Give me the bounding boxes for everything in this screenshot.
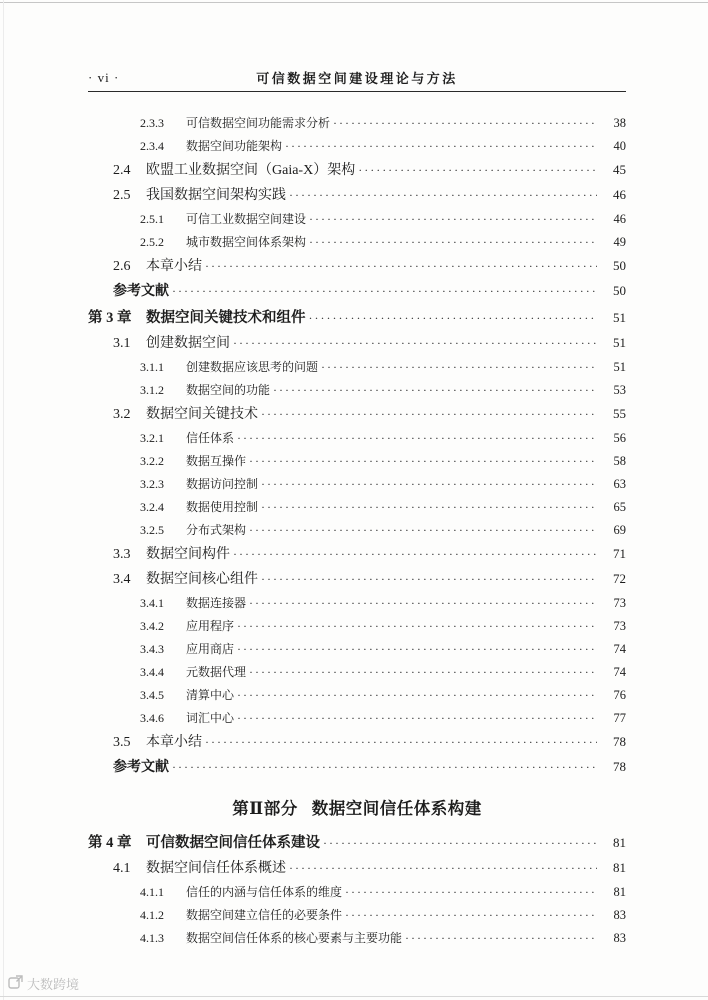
toc-entry-number: 2.4 (113, 163, 131, 178)
toc-entry (88, 661, 626, 684)
toc-entry-page: 73 (613, 596, 626, 610)
toc-entry (88, 730, 626, 755)
toc-entry-title: 数据空间建立信任的必要条件 (186, 908, 343, 922)
dotted-leader (323, 830, 597, 856)
toc-entry-number: 3.4.2 (140, 619, 164, 633)
toc-entry (88, 112, 626, 135)
toc-entry-title: 城市数据空间体系架构 (186, 235, 307, 249)
toc-entry-page: 83 (613, 931, 626, 945)
toc-entry-number: 2.3.4 (140, 139, 164, 153)
toc-entry-page: 63 (613, 477, 626, 491)
toc-entry-title: 数据空间信任体系的核心要素与主要功能 (186, 931, 403, 945)
toc-entry-title: 数据空间信任体系概述 (146, 861, 286, 876)
page-header (88, 68, 626, 86)
part-heading (88, 795, 626, 819)
toc-entry (88, 519, 626, 542)
toc-entry-title: 数据空间关键技术和组件 (146, 310, 306, 326)
watermark (8, 974, 79, 993)
toc-entry-number: 3.2.3 (140, 477, 164, 491)
dotted-leader (261, 473, 597, 496)
toc-entry-page: 83 (613, 908, 626, 922)
toc-entry-title: 数据空间关键技术 (146, 407, 258, 422)
toc-entry-page: 40 (613, 139, 626, 153)
toc-entry-number: 3.4.5 (140, 688, 164, 702)
dotted-leader (237, 684, 597, 707)
dotted-leader (261, 567, 597, 591)
dotted-leader (249, 519, 597, 542)
dotted-leader (345, 881, 597, 904)
toc-entry-page: 81 (613, 860, 626, 875)
dotted-leader (237, 615, 597, 638)
toc-entry-title: 数据空间的功能 (186, 383, 271, 397)
toc-entry-title: 我国数据空间架构实践 (146, 188, 286, 203)
toc-entry (88, 427, 626, 450)
toc-entry (88, 473, 626, 496)
toc-entry-page: 46 (613, 212, 626, 226)
toc-entry (88, 279, 626, 304)
toc-entry-number: 3.5 (113, 735, 131, 750)
toc-entry-number: 3.2.1 (140, 431, 164, 445)
toc-entry-page: 50 (613, 258, 626, 273)
toc-entry (88, 402, 626, 427)
toc-entry-page: 81 (613, 835, 626, 850)
header-rule (88, 91, 626, 92)
toc-entry (88, 755, 626, 780)
toc-entry-number: 3.1.1 (140, 360, 164, 374)
dotted-leader (289, 183, 597, 207)
watermark-logo-icon (8, 975, 23, 993)
toc-entry-title: 数据空间构件 (146, 547, 230, 562)
toc-entry (88, 135, 626, 158)
dotted-leader (172, 279, 597, 303)
toc-entry-number: 4.1 (113, 861, 131, 876)
toc-entry-page: 38 (613, 116, 626, 130)
toc-entry (88, 830, 626, 856)
toc-entry-title: 参考文献 (113, 284, 169, 299)
toc-entry-number: 2.5.2 (140, 235, 164, 249)
dotted-leader (205, 730, 597, 754)
toc-entry-number: 3.1.2 (140, 383, 164, 397)
toc-entry-number: 3.2.5 (140, 523, 164, 537)
dotted-leader (285, 135, 597, 158)
toc-entry (88, 305, 626, 331)
dotted-leader (249, 661, 597, 684)
scan-edge-left (3, 0, 4, 1000)
toc-entry-number: 3.4.1 (140, 596, 164, 610)
dotted-leader (289, 856, 597, 880)
toc-entry-title: 本章小结 (146, 259, 202, 274)
toc-entry-title: 本章小结 (146, 735, 202, 750)
toc-entry-page: 73 (613, 619, 626, 633)
toc-entry-page: 77 (613, 711, 626, 725)
dotted-leader (405, 927, 597, 950)
dotted-leader (309, 231, 597, 254)
toc-entry (88, 904, 626, 927)
toc-entry-title: 创建数据空间 (146, 336, 230, 351)
dotted-leader (345, 904, 597, 927)
toc-entry-number: 2.5 (113, 188, 131, 203)
toc-entry (88, 254, 626, 279)
dotted-leader (309, 305, 598, 331)
toc-entry (88, 856, 626, 881)
page-folio: · vi · (88, 70, 120, 85)
toc-entry-page: 56 (613, 431, 626, 445)
dotted-leader (172, 755, 597, 779)
toc-entry-title: 数据使用控制 (186, 500, 259, 514)
dotted-leader (358, 158, 597, 182)
toc-entry-page: 51 (613, 335, 626, 350)
toc-entry-page: 71 (613, 546, 626, 561)
dotted-leader (205, 254, 597, 278)
toc-entry-page: 78 (613, 759, 626, 774)
toc-entry-title: 欧盟工业数据空间（Gaia-X）架构 (146, 163, 356, 178)
toc-entry-page: 53 (613, 383, 626, 397)
toc-entry-page: 50 (613, 283, 626, 298)
toc-entry-number: 3.4.6 (140, 711, 164, 725)
dotted-leader (309, 208, 597, 231)
toc-entry-title: 数据空间核心组件 (146, 572, 258, 587)
dotted-leader (237, 427, 597, 450)
dotted-leader (321, 356, 597, 379)
toc-entry-page: 74 (613, 665, 626, 679)
toc-entry-title: 可信工业数据空间建设 (186, 212, 307, 226)
scan-edge-bottom (0, 996, 708, 997)
toc-entry-title: 数据互操作 (186, 454, 247, 468)
toc-entry (88, 208, 626, 231)
toc-entry-number: 3.3 (113, 547, 131, 562)
toc-entry-page: 81 (613, 885, 626, 899)
toc-entry-title: 元数据代理 (186, 665, 247, 679)
dotted-leader (233, 542, 597, 566)
toc-entry-number: 3.2.2 (140, 454, 164, 468)
toc-entry-number: 2.3.3 (140, 116, 164, 130)
running-title: 可信数据空间建设理论与方法 (256, 71, 458, 86)
toc-entry-number: 3.1 (113, 336, 131, 351)
toc-entry-page: 46 (613, 187, 626, 202)
toc-entry-number: 4.1.3 (140, 931, 164, 945)
toc-entry (88, 450, 626, 473)
toc-entry (88, 331, 626, 356)
toc-entry (88, 707, 626, 730)
toc-entry-title: 数据访问控制 (186, 477, 259, 491)
toc-entry (88, 567, 626, 592)
toc-entry-title: 清算中心 (186, 688, 235, 702)
toc-entry-page: 51 (613, 310, 626, 325)
toc-entry-page: 65 (613, 500, 626, 514)
toc-entry-title: 可信数据空间信任体系建设 (146, 835, 320, 851)
toc-entry-number: 3.4.4 (140, 665, 164, 679)
toc-entry-number: 4.1.1 (140, 885, 164, 899)
dotted-leader (249, 450, 597, 473)
part-heading-title: 数据空间信任体系构建 (311, 799, 482, 818)
toc-entry-title: 应用商店 (186, 642, 235, 656)
toc-entry (88, 183, 626, 208)
toc-entry-title: 应用程序 (186, 619, 235, 633)
toc-entry-number: 2.5.1 (140, 212, 164, 226)
dotted-leader (233, 331, 597, 355)
part-heading-number: 第Ⅱ部分 (232, 799, 298, 818)
toc-entry-number: 2.6 (113, 259, 131, 274)
toc-entry-page: 55 (613, 406, 626, 421)
toc-entry (88, 158, 626, 183)
toc-entry-title: 数据连接器 (186, 596, 247, 610)
toc-entry-page: 78 (613, 734, 626, 749)
toc-entry-page: 76 (613, 688, 626, 702)
toc-entry-page: 49 (613, 235, 626, 249)
toc-entry-title: 数据空间功能架构 (186, 139, 283, 153)
toc-entry (88, 231, 626, 254)
toc-entry-number: 3.2.4 (140, 500, 164, 514)
toc-entry-title: 可信数据空间功能需求分析 (186, 116, 331, 130)
toc-entry (88, 542, 626, 567)
toc-entry-title: 信任体系 (186, 431, 235, 445)
toc-entry-page: 45 (613, 162, 626, 177)
toc-entry-title: 信任的内涵与信任体系的维度 (186, 885, 343, 899)
toc-list (88, 112, 626, 950)
scan-edge-top (0, 2, 708, 3)
toc-entry-number: 第 4 章 (88, 835, 132, 851)
toc-entry-title: 创建数据应该思考的问题 (186, 360, 319, 374)
toc-entry-page: 72 (613, 571, 626, 586)
dotted-leader (237, 707, 597, 730)
toc-entry (88, 379, 626, 402)
dotted-leader (261, 496, 597, 519)
toc-entry (88, 615, 626, 638)
toc-entry (88, 356, 626, 379)
toc-entry-page: 51 (613, 360, 626, 374)
toc-entry (88, 927, 626, 950)
dotted-leader (261, 402, 597, 426)
toc-entry (88, 592, 626, 615)
toc-entry-number: 第 3 章 (88, 310, 132, 326)
dotted-leader (333, 112, 597, 135)
dotted-leader (237, 638, 597, 661)
toc-entry-page: 74 (613, 642, 626, 656)
dotted-leader (273, 379, 597, 402)
toc-entry-title: 词汇中心 (186, 711, 235, 725)
toc-entry-title: 分布式架构 (186, 523, 247, 537)
watermark-label: 大数跨境 (27, 977, 80, 992)
toc-entry-number: 4.1.2 (140, 908, 164, 922)
toc-entry-number: 3.2 (113, 407, 131, 422)
toc-entry-number: 3.4 (113, 572, 131, 587)
toc-entry (88, 496, 626, 519)
toc-entry (88, 881, 626, 904)
toc-entry-page: 69 (613, 523, 626, 537)
toc-entry-title: 参考文献 (113, 760, 169, 775)
toc-entry (88, 638, 626, 661)
dotted-leader (249, 592, 597, 615)
toc-entry-page: 58 (613, 454, 626, 468)
toc-entry (88, 684, 626, 707)
toc-entry-number: 3.4.3 (140, 642, 164, 656)
